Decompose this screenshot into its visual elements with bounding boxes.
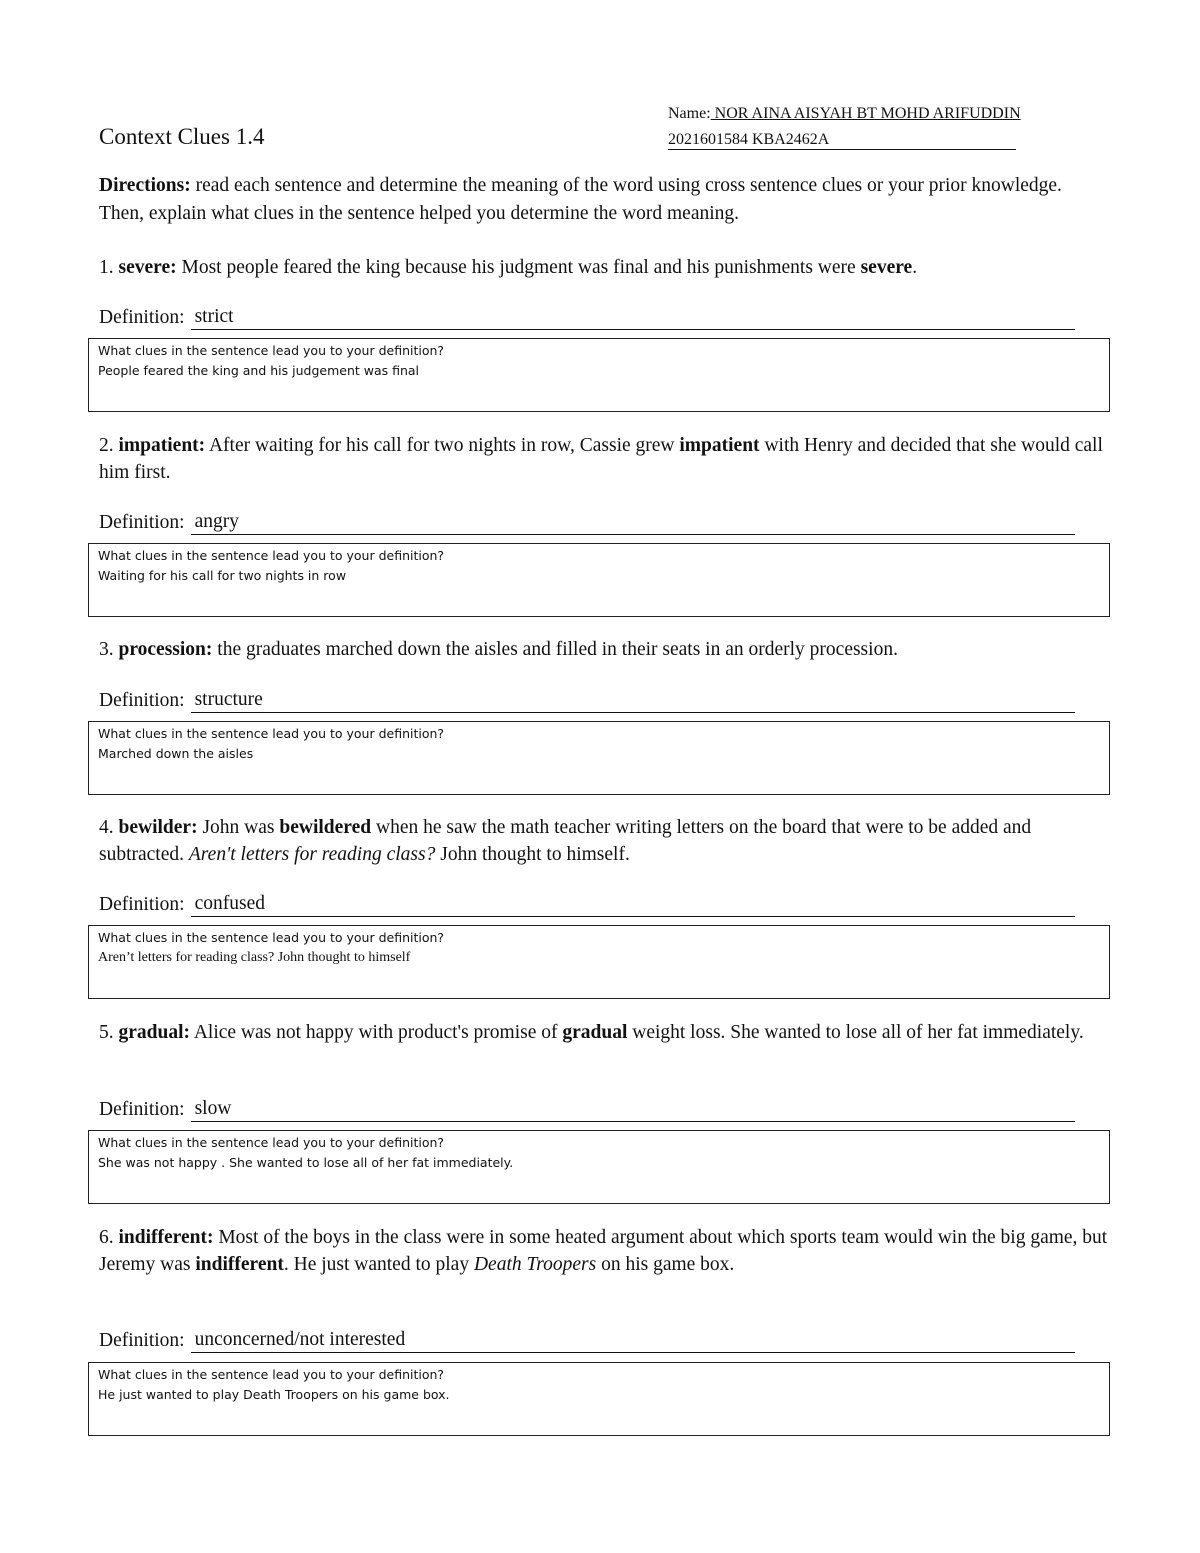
clue-answer-2: Waiting for his call for two nights in row xyxy=(98,568,347,583)
definition-row-2 xyxy=(99,510,1097,535)
question-word: impatient: xyxy=(118,435,206,456)
question-2: 2. impatient: After waiting for his call for two nights in row, Cassie grew impatient with Henry and decided that she would call him first. xyxy=(99,435,1103,483)
clue-answer-4: Aren’t letters for reading class? John thought to himself xyxy=(98,950,411,965)
clue-prompt: What clues in the sentence lead you to your definition? xyxy=(98,1367,445,1382)
clue-box-1[interactable] xyxy=(88,338,1110,412)
definition-answer-6[interactable]: unconcerned/not interested xyxy=(191,1328,1075,1353)
clue-prompt: What clues in the sentence lead you to your definition? xyxy=(98,1135,445,1150)
definition-row-6 xyxy=(99,1328,1097,1353)
name-label: Name: xyxy=(668,105,711,122)
clue-answer-1: People feared the king and his judgement was final xyxy=(98,363,420,378)
clue-prompt: What clues in the sentence lead you to your definition? xyxy=(98,343,445,358)
question-word: indifferent: xyxy=(118,1227,214,1248)
clue-box-6[interactable] xyxy=(88,1362,1110,1436)
clue-box-5[interactable] xyxy=(88,1130,1110,1204)
definition-row-4 xyxy=(99,892,1097,917)
directions xyxy=(99,172,1109,228)
question-1: 1. severe: Most people feared the king because his judgment was final and his punishments were severe. xyxy=(99,257,918,278)
definition-row-1 xyxy=(99,305,1097,330)
clue-prompt: What clues in the sentence lead you to your definition? xyxy=(98,726,445,741)
clue-box-3[interactable] xyxy=(88,721,1110,795)
question-3: 3. procession: the graduates marched down the aisles and filled in their seats in an orderly procession. xyxy=(99,639,898,660)
definition-label: Definition: xyxy=(99,690,185,711)
question-word: severe: xyxy=(118,257,177,278)
clue-prompt: What clues in the sentence lead you to your definition? xyxy=(98,930,445,945)
definition-label: Definition: xyxy=(99,512,185,533)
definition-row-5 xyxy=(99,1097,1097,1122)
question-word: gradual: xyxy=(118,1022,191,1043)
definition-answer-2[interactable]: angry xyxy=(191,510,1075,535)
worksheet-title: Context Clues 1.4 xyxy=(99,124,265,149)
definition-label: Definition: xyxy=(99,894,185,915)
definition-row-3 xyxy=(99,688,1097,713)
student-id: 2021601584 KBA2462A xyxy=(668,131,1016,150)
question-5: 5. gradual: Alice was not happy with product's promise of gradual weight loss. She wanted to lose all of her fat immediately. xyxy=(99,1022,1084,1043)
definition-answer-4[interactable]: confused xyxy=(191,892,1075,917)
name-block xyxy=(668,101,1021,153)
clue-prompt: What clues in the sentence lead you to your definition? xyxy=(98,548,445,563)
clue-answer-5: She was not happy . She wanted to lose all of her fat immediately. xyxy=(98,1155,514,1170)
definition-answer-5[interactable]: slow xyxy=(191,1097,1075,1122)
clue-answer-3: Marched down the aisles xyxy=(98,746,254,761)
question-word: bewilder: xyxy=(118,817,198,838)
definition-answer-3[interactable]: structure xyxy=(191,688,1075,713)
definition-label: Definition: xyxy=(99,307,185,328)
definition-answer-1[interactable]: strict xyxy=(191,305,1075,330)
question-word: procession: xyxy=(118,639,213,660)
question-4: 4. bewilder: John was bewildered when he saw the math teacher writing letters on the board that were to be added and subtracted. Aren't letters for reading class? John thought to himself. xyxy=(99,817,1032,865)
clue-box-2[interactable] xyxy=(88,543,1110,617)
directions-label: Directions: xyxy=(99,175,191,196)
directions-text: read each sentence and determine the meaning of the word using cross sentence clues or your prior knowledge. Then, explain what clues in the sentence helped you determine the word meaning. xyxy=(99,175,1062,224)
clue-answer-6: He just wanted to play Death Troopers on his game box. xyxy=(98,1387,450,1402)
clue-box-4[interactable] xyxy=(88,925,1110,999)
definition-label: Definition: xyxy=(99,1099,185,1120)
student-name: NOR AINA AISYAH BT MOHD ARIFUDDIN xyxy=(710,105,1021,122)
definition-label: Definition: xyxy=(99,1330,185,1351)
question-6: 6. indifferent: Most of the boys in the class were in some heated argument about which sports team would win the big game, but Jeremy was indifferent. He just wanted to play Death Troopers on his game box. xyxy=(99,1227,1108,1275)
